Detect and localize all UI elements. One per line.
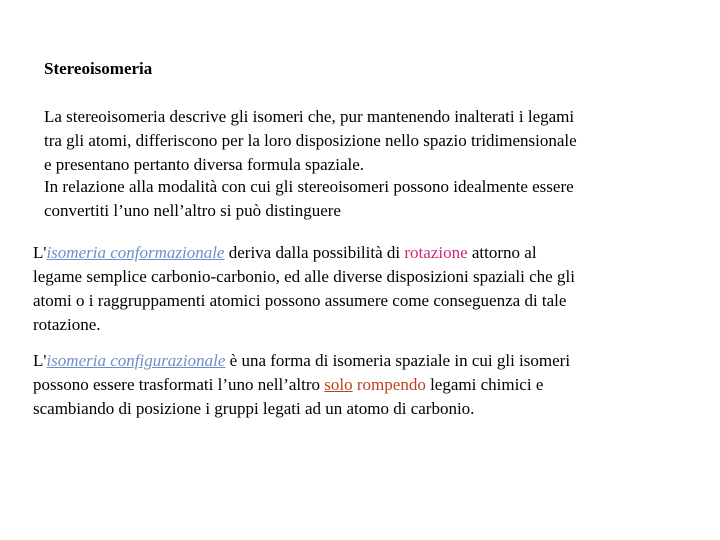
conformational-isomerism-paragraph [33, 241, 693, 337]
section-title: Stereoisomeria [44, 59, 153, 78]
paragraph-text: attorno al legame semplice carbonio-carbonio, ed alle diverse disposizioni spaziali che gli atomi o i raggruppamenti atomici possono assumere come conseguenza di tale rotazione. [33, 243, 575, 334]
rotation-highlight: rotazione [404, 243, 468, 262]
paragraph-text: è una forma di isomeria spaziale in cui gli isomeri possono essere trasformati l’uno nell’altro [33, 351, 571, 394]
solo-highlight: solo [324, 375, 353, 394]
paragraph-text: deriva dalla possibilità di [224, 243, 405, 262]
prefix-text: L' [33, 243, 47, 262]
prefix-text: L' [33, 351, 47, 370]
intro-paragraph: La stereoisomeria descrive gli isomeri che, pur mantenendo inalterati i legami tra gli atomi, differiscono per la loro disposizione nello spazio tridimensionale e presentano pertanto diversa formula spaziale. [44, 107, 577, 174]
convertibility-paragraph: In relazione alla modalità con cui gli stereoisomeri possono idealmente essere convertiti l’uno nell’altro si può distinguere [44, 177, 574, 220]
convertibility-section [44, 151, 704, 247]
configurational-isomerism-link[interactable]: isomeria configurazionale [46, 351, 226, 370]
configurational-isomerism-paragraph [33, 349, 693, 421]
rompendo-highlight: rompendo [356, 375, 426, 394]
conformational-isomerism-link[interactable]: isomeria conformazionale [46, 243, 225, 262]
paragraph-text: legami chimici e scambiando di posizione i gruppi legati ad un atomo di carbonio. [33, 375, 544, 418]
